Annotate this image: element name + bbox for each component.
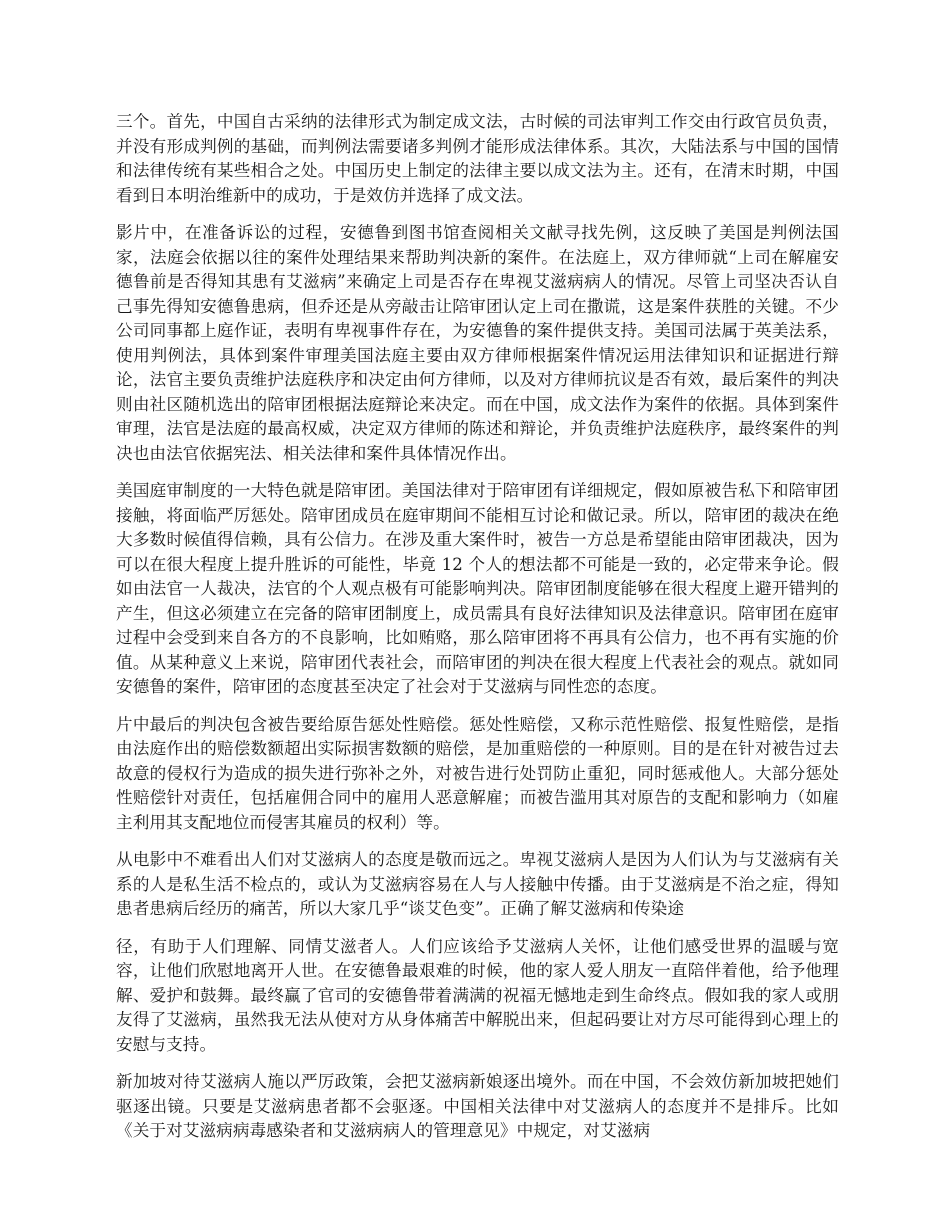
article-body: [116, 110, 839, 1157]
paragraph-5: 从电影中不难看出人们对艾滋病人的态度是敬而远之。卑视艾滋病人是因为人们认为与艾滋病有关系的人是私生活不检点的，或认为艾滋病容易在人与人接触中传播。由于艾滋病是不治之症，得知患者患病后经历的痛苦，所以大家几乎“谈艾色变”。正确了解艾滋病和传染途: [116, 850, 839, 918]
paragraph-1: 三个。首先，中国自古采纳的法律形式为制定成文法，古时候的司法审判工作交由行政官员负责，并没有形成判例的基础，而判例法需要诸多判例才能形成法律体系。其次，大陆法系与中国的国情和法律传统有某些相合之处。中国历史上制定的法律主要以成文法为主。还有，在清末时期，中国看到日本明治维新中的成功，于是效仿并选择了成文法。: [116, 112, 839, 205]
paragraph-2: 影片中，在准备诉讼的过程，安德鲁到图书馆查阅相关文献寻找先例，这反映了美国是判例法国家，法庭会依据以往的案件处理结果来帮助判决新的案件。在法庭上，双方律师就“上司在解雇安德鲁前是否得知其患有艾滋病”来确定上司是否存在卑视艾滋病病人的情况。尽管上司坚决否认自己事先得知安德鲁患病，但乔还是从旁敲击让陪审团认定上司在撒谎，这是案件获胜的关键。不少公司同事都上庭作证，表明有卑视事件存在，为安德鲁的案件提供支持。美国司法属于英美法系，使用判例法，具体到案件审理美国法庭主要由双方律师根据案件情况运用法律知识和证据进行辩论，法官主要负责维护法庭秩序和决定由何方律师，以及对方律师抗议是否有效，最后案件的判决则由社区随机选出的陪审团根据法庭辩论来决定。而在中国，成文法作为案件的依据。具体到案件审理，法官是法庭的最高权威，决定双方律师的陈述和辩论，并负责维护法庭秩序，最终案件的判决也由法官依据宪法、相关法律和案件具体情况作出。: [116, 223, 839, 463]
paragraph-3: 美国庭审制度的一大特色就是陪审团。美国法律对于陪审团有详细规定，假如原被告私下和陪审团接触，将面临严厉惩处。陪审团成员在庭审期间不能相互讨论和做记录。所以，陪审团的裁决在绝大多数时候值得信赖，具有公信力。在涉及重大案件时，被告一方总是希望能由陪审团裁决，因为可以在很大程度上提升胜诉的可能性，毕竟 12 个人的想法都不可能是一致的，必定带来争论。假如由法官一人裁决，法官的个人观点极有可能影响判决。陪审团制度能够在很大程度上避开错判的产生，但这必须建立在完备的陪审团制度上，成员需具有良好法律知识及法律意识。陪审团在庭审过程中会受到来自各方的不良影响，比如贿赂，那么陪审团将不再具有公信力，也不再有实施的价值。从某种意义上来说，陪审团代表社会，而陪审团的判决在很大程度上代表社会的观点。就如同安德鲁的案件，陪审团的态度甚至决定了社会对于艾滋病与同性恋的态度。: [116, 481, 839, 696]
paragraph-6: 径，有助于人们理解、同情艾滋者人。人们应该给予艾滋病人关怀，让他们感受世界的温暖与宽容，让他们欣慰地离开人世。在安德鲁最艰难的时候，他的家人爱人朋友一直陪伴着他，给予他理解、爱护和鼓舞。最终赢了官司的安德鲁带着满满的祝福无憾地走到生命终点。假如我的家人或朋友得了艾滋病，虽然我无法从使对方从身体痛苦中解脱出来，但起码要让对方尽可能得到心理上的安慰与支持。: [116, 936, 839, 1054]
paragraph-4: 片中最后的判决包含被告要给原告惩处性赔偿。惩处性赔偿，又称示范性赔偿、报复性赔偿，是指由法庭作出的赔偿数额超出实际损害数额的赔偿，是加重赔偿的一种原则。目的是在针对被告过去故意的侵权行为造成的损失进行弥补之外，对被告进行处罚防止重犯，同时惩戒他人。大部分惩处性赔偿针对责任，包括雇佣合同中的雇用人恶意解雇；而被告滥用其对原告的支配和影响力（如雇主利用其支配地位而侵害其雇员的权利）等。: [116, 714, 839, 832]
paragraph-7: 新加坡对待艾滋病人施以严厉政策，会把艾滋病新娘逐出境外。而在中国，不会效仿新加坡把她们驱逐出镜。只要是艾滋病患者都不会驱逐。中国相关法律中对艾滋病人的态度并不是排斥。比如《关于对艾滋病病毒感染者和艾滋病病人的管理意见》中规定，对艾滋病: [116, 1072, 839, 1140]
